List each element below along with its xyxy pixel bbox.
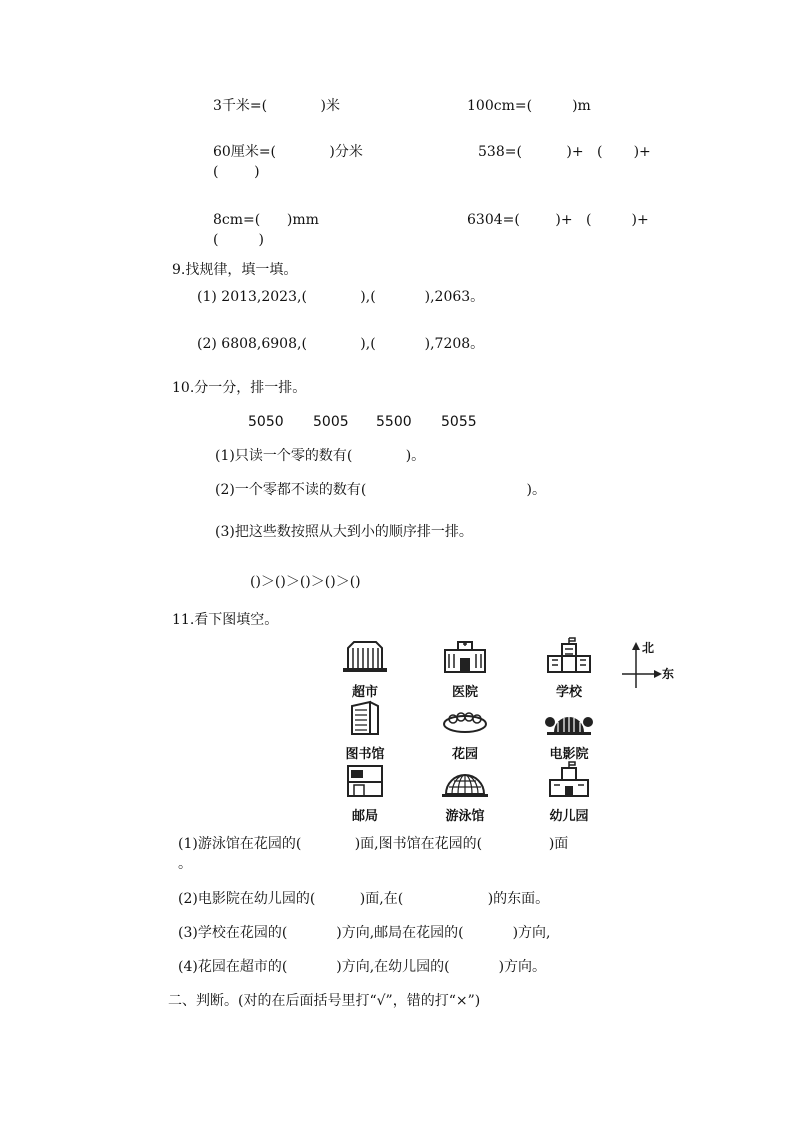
map-cell-cinema	[534, 698, 604, 762]
unit-row1-right: 100cm=( )m	[467, 98, 591, 114]
q10-order: ()＞()＞()＞()＞()	[250, 574, 361, 590]
unit-row3-left: 8cm=( )mm	[213, 212, 319, 228]
q9-line2: (2) 6808,6908,( ),( ),7208。	[197, 336, 485, 352]
label-school: 学校	[555, 685, 582, 700]
library-icon	[340, 698, 390, 738]
q10-part1: (1)只读一个零的数有( )。	[215, 448, 426, 464]
unit-row2-cont: ( )	[213, 164, 260, 180]
unit-row2-left: 60厘米=( )分米	[213, 144, 363, 160]
map-cell-supermarket	[330, 636, 400, 700]
label-garden: 花园	[451, 747, 478, 762]
q10-number-4: 5055	[441, 414, 477, 430]
q11-part4: (4)花园在超市的( )方向,在幼儿园的( )方向。	[178, 959, 547, 975]
school-icon	[544, 636, 594, 676]
hospital-icon	[440, 636, 490, 676]
q9-title: 9.找规律，填一填。	[172, 262, 298, 278]
map-cell-post-office	[330, 760, 400, 824]
q11-title: 11.看下图填空。	[172, 612, 279, 628]
kindergarten-icon	[544, 760, 594, 800]
unit-row2-right: 538=( )+ ( )+	[478, 144, 651, 160]
q11-part2: (2)电影院在幼儿园的( )面,在( )的东面。	[178, 891, 550, 907]
label-library: 图书馆	[345, 747, 385, 762]
q11-part3: (3)学校在花园的( )方向,邮局在花园的( )方向,	[178, 925, 551, 941]
supermarket-icon	[340, 636, 390, 676]
q11-part1-end: 。	[178, 856, 192, 872]
map-cell-hospital	[430, 636, 500, 700]
cinema-icon	[544, 698, 594, 738]
label-kindergarten: 幼儿园	[549, 809, 589, 824]
q10-title: 10.分一分，排一排。	[172, 380, 307, 396]
label-post-office: 邮局	[351, 809, 378, 824]
unit-row3-right: 6304=( )+ ( )+	[467, 212, 649, 228]
q10-number-1: 5050	[248, 414, 284, 430]
map-cell-garden	[430, 698, 500, 762]
label-pool: 游泳馆	[445, 809, 485, 824]
q10-number-2: 5005	[313, 414, 349, 430]
post-office-icon	[340, 760, 390, 800]
map-cell-pool	[430, 760, 500, 824]
label-supermarket: 超市	[351, 685, 378, 700]
unit-row3-cont: ( )	[213, 232, 264, 248]
garden-icon	[440, 698, 490, 738]
map-cell-school	[534, 636, 604, 700]
section2-title: 二、判断。(对的在后面括号里打“√”，错的打“×”)	[168, 993, 481, 1009]
compass-north: 北	[642, 641, 655, 655]
pool-icon	[440, 760, 490, 800]
map-cell-library	[330, 698, 400, 762]
q11-part1: (1)游泳馆在花园的( )面,图书馆在花园的( )面	[178, 836, 569, 852]
direction-map	[330, 630, 680, 824]
q10-part2: (2)一个零都不读的数有( )。	[215, 482, 546, 498]
label-cinema: 电影院	[549, 747, 589, 762]
label-hospital: 医院	[451, 685, 478, 700]
unit-row1-left: 3千米=( )米	[213, 98, 340, 114]
compass-east: 东	[662, 667, 675, 681]
q10-number-3: 5500	[376, 414, 412, 430]
q10-part3: (3)把这些数按照从大到小的顺序排一排。	[215, 524, 473, 540]
compass	[622, 638, 680, 690]
q9-line1: (1) 2013,2023,( ),( ),2063。	[197, 289, 485, 305]
map-cell-kindergarten	[534, 760, 604, 824]
